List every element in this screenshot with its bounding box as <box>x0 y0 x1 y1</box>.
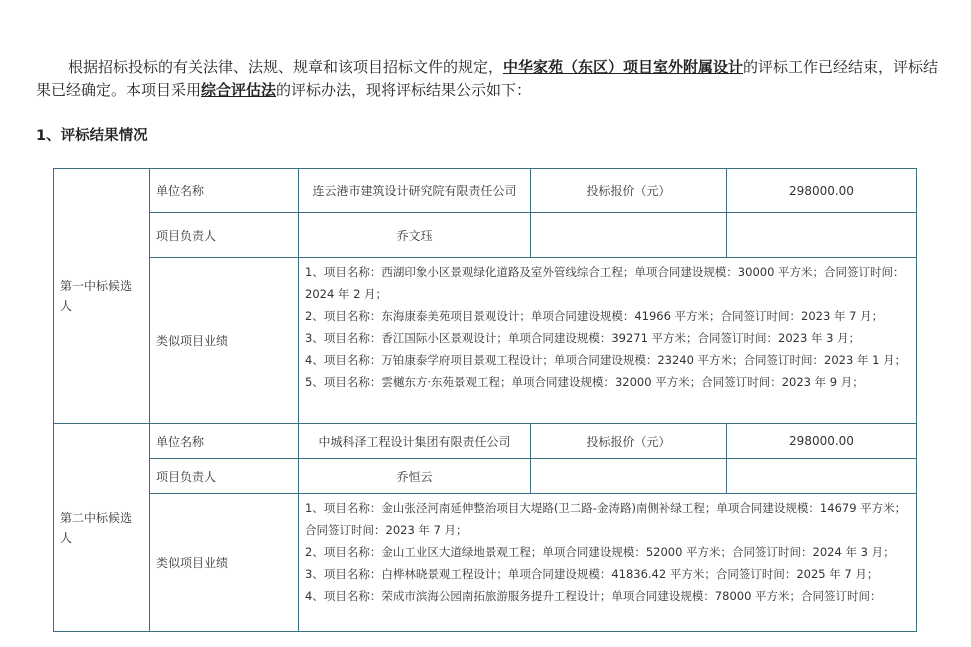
project-name: 中华家苑（东区）项目室外附属设计 <box>503 58 744 76</box>
project-lead-label: 项目负责人 <box>150 459 299 494</box>
unit-name-label: 单位名称 <box>150 169 299 213</box>
performance-item: 3、项目名称：香江国际小区景观设计；单项合同建设规模：39271 平方米；合同签订时间：2023 年 3 月； <box>305 331 861 345</box>
candidate-1-bid-price: 298000.00 <box>727 169 917 213</box>
candidate-2-performance <box>299 494 917 632</box>
table-row <box>54 213 917 258</box>
section-title: 1、评标结果情况 <box>36 128 148 144</box>
table-row <box>54 424 917 459</box>
performance-item: 4、项目名称：万铂康泰学府项目景观工程设计；单项合同建设规模：23240 平方米；合同签订时间：2023 年 1 月； <box>305 353 907 367</box>
performance-item: 1、项目名称：金山张泾河南延伸整治项目大堤路(卫二路-金涛路)南侧补绿工程；单项合同建设规模：14679 平方米；合同签订时间：2023 年 7 月； <box>305 501 907 537</box>
similar-performance-label: 类似项目业绩 <box>150 494 299 632</box>
similar-performance-label: 类似项目业绩 <box>150 258 299 424</box>
candidate-1-unit-name: 连云港市建筑设计研究院有限责任公司 <box>299 169 531 213</box>
performance-item: 3、项目名称：白桦林晓景观工程设计；单项合同建设规模：41836.42 平方米；合同签订时间：2025 年 7 月； <box>305 567 879 581</box>
performance-item: 2、项目名称：东海康泰美苑项目景观设计；单项合同建设规模：41966 平方米；合同签订时间：2023 年 7 月； <box>305 309 884 323</box>
intro-text-3: 的评标办法，现将评标结果公示如下： <box>276 81 532 99</box>
evaluation-method: 综合评估法 <box>201 81 277 99</box>
performance-item: 1、项目名称：西湖印象小区景观绿化道路及室外管线综合工程；单项合同建设规模：30000 平方米；合同签订时间：2024 年 2 月； <box>305 265 905 301</box>
performance-item: 2、项目名称：金山工业区大道绿地景观工程；单项合同建设规模：52000 平方米；合同签订时间：2024 年 3 月； <box>305 545 895 559</box>
table-row <box>54 459 917 494</box>
bid-price-label: 投标报价（元） <box>531 424 727 459</box>
project-lead-label: 项目负责人 <box>150 213 299 258</box>
candidate-2-project-lead: 乔恒云 <box>299 459 531 494</box>
empty-cell <box>727 213 917 258</box>
table-row <box>54 169 917 213</box>
table-row <box>54 494 917 632</box>
intro-paragraph <box>36 56 941 102</box>
table-row <box>54 258 917 424</box>
performance-item: 5、项目名称：雲樾东方·东苑景观工程；单项合同建设规模：32000 平方米；合同签订时间：2023 年 9 月； <box>305 375 864 389</box>
candidate-2-unit-name: 中城科泽工程设计集团有限责任公司 <box>299 424 531 459</box>
unit-name-label: 单位名称 <box>150 424 299 459</box>
results-table <box>53 168 917 632</box>
performance-item: 4、项目名称：荣成市滨海公园南拓旅游服务提升工程设计；单项合同建设规模：78000 平方米；合同签订时间： <box>305 589 882 603</box>
intro-text-1: 根据招标投标的有关法律、法规、规章和该项目招标文件的规定， <box>68 58 504 76</box>
candidate-2-bid-price: 298000.00 <box>727 424 917 459</box>
bid-price-label: 投标报价（元） <box>531 169 727 213</box>
candidate-2-label: 第二中标候选人 <box>54 424 150 632</box>
empty-cell <box>727 459 917 494</box>
candidate-1-project-lead: 乔文珏 <box>299 213 531 258</box>
empty-cell <box>531 213 727 258</box>
empty-cell <box>531 459 727 494</box>
candidate-1-label: 第一中标候选人 <box>54 169 150 424</box>
candidate-1-performance <box>299 258 917 424</box>
intro-text-2: 的评标工作已经结束，评标结果已经确定。本项目采用 <box>36 58 939 99</box>
